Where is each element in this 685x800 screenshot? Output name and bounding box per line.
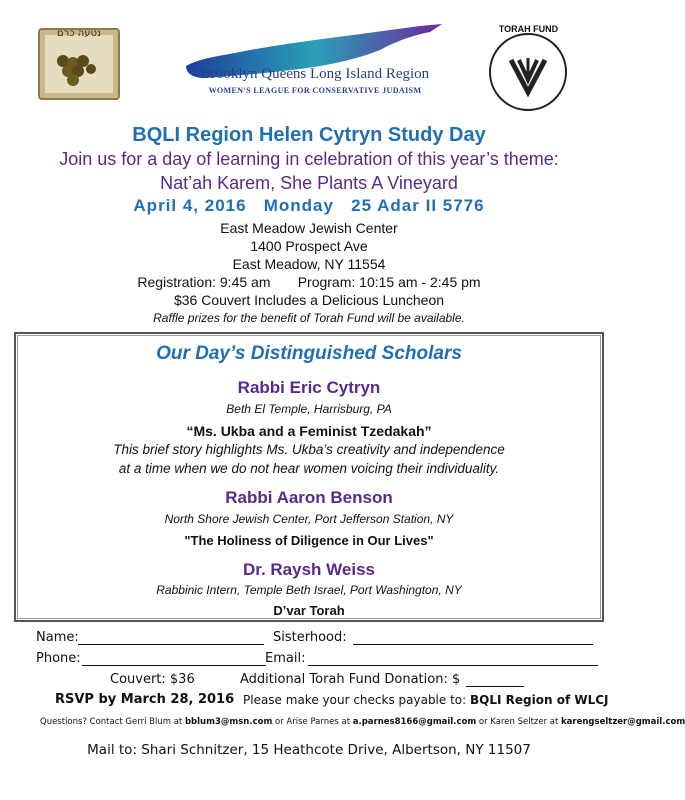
phone-field[interactable] [82, 665, 266, 666]
sisterhood-label: Sisterhood: [273, 630, 347, 645]
scholar-name: Rabbi Eric Cytryn [237, 378, 381, 397]
mailing-address: Mail to: Shari Schnitzer, 15 Heathcote Drive, Albertson, NY 11507 [87, 742, 531, 758]
scholars-heading: Our Day’s Distinguished Scholars [156, 343, 462, 364]
questions-prefix: Questions? Contact Gerri Blum at [40, 717, 183, 727]
city: East Meadow, NY 11554 [232, 256, 386, 272]
torah-fund-logo [481, 20, 576, 115]
scholar-talk: "The Holiness of Diligence in Our Lives" [184, 533, 434, 548]
scholar-affiliation: Rabbinic Intern, Temple Beth Israel, Port Washington, NY [156, 583, 462, 597]
scholar-name: Dr. Raysh Weiss [243, 560, 375, 579]
name-field[interactable] [78, 644, 264, 645]
vineyard-logo-text: נטעה כרם [56, 28, 102, 39]
phone-label: Phone: [36, 651, 81, 666]
contact-email-1[interactable]: bblum3@msn.com [184, 717, 273, 727]
couvert-amount: Couvert: $36 [110, 672, 195, 687]
scholar-description-2: at a time when we do not hear women voicing their individuality. [118, 461, 500, 476]
event-date: April 4, 2016 Monday 25 Adar II 5776 [133, 196, 485, 215]
questions-mid-2: or Karen Seltzer at [478, 717, 559, 727]
payable-note [243, 693, 609, 707]
name-label: Name: [36, 630, 79, 645]
street: 1400 Prospect Ave [250, 238, 368, 254]
donation-label: Additional Torah Fund Donation: $ [240, 672, 461, 687]
region-name: Brooklyn Queens Long Island Region [200, 66, 430, 82]
payable-prefix: Please make your checks payable to: [243, 693, 467, 707]
email-label: Email: [265, 651, 306, 666]
contact-email-3[interactable]: karengseltzer@gmail.com [561, 717, 685, 727]
sisterhood-field[interactable] [353, 644, 593, 645]
scholar-affiliation: Beth El Temple, Harrisburg, PA [226, 402, 392, 416]
venue: East Meadow Jewish Center [220, 220, 398, 236]
scholar-talk: “Ms. Ukba and a Feminist Tzedakah” [186, 423, 432, 439]
theme-line-2: Nat’ah Karem, She Plants A Vineyard [160, 173, 458, 193]
questions-contact [40, 717, 685, 727]
region-subtitle: WOMEN'S LEAGUE FOR CONSERVATIVE JUDAISM [208, 86, 422, 95]
contact-email-2[interactable]: a.parnes8166@gmail.com [352, 717, 477, 727]
raffle-note: Raffle prizes for the benefit of Torah Fund will be available. [153, 311, 465, 325]
theme-line-1: Join us for a day of learning in celebration of this year’s theme: [59, 149, 559, 169]
event-title: BQLI Region Helen Cytryn Study Day [132, 124, 486, 146]
couvert-info: $36 Couvert Includes a Delicious Luncheon [173, 292, 445, 308]
email-field[interactable] [308, 665, 598, 666]
questions-mid-1: or Arise Parnes at [275, 717, 351, 727]
rsvp-deadline: RSVP by March 28, 2016 [55, 692, 235, 707]
scholar-name: Rabbi Aaron Benson [225, 488, 393, 507]
payable-to: BQLI Region of WLCJ [470, 693, 609, 707]
torah-fund-label: TORAH FUND [498, 24, 559, 34]
times: Registration: 9:45 am Program: 10:15 am - 2:45 pm [137, 274, 481, 290]
scholar-affiliation: North Shore Jewish Center, Port Jefferson Station, NY [164, 512, 454, 526]
donation-field[interactable] [466, 686, 524, 687]
scholar-talk: D’var Torah [273, 603, 345, 618]
scholar-description-1: This brief story highlights Ms. Ukba’s creativity and independence [113, 442, 505, 457]
